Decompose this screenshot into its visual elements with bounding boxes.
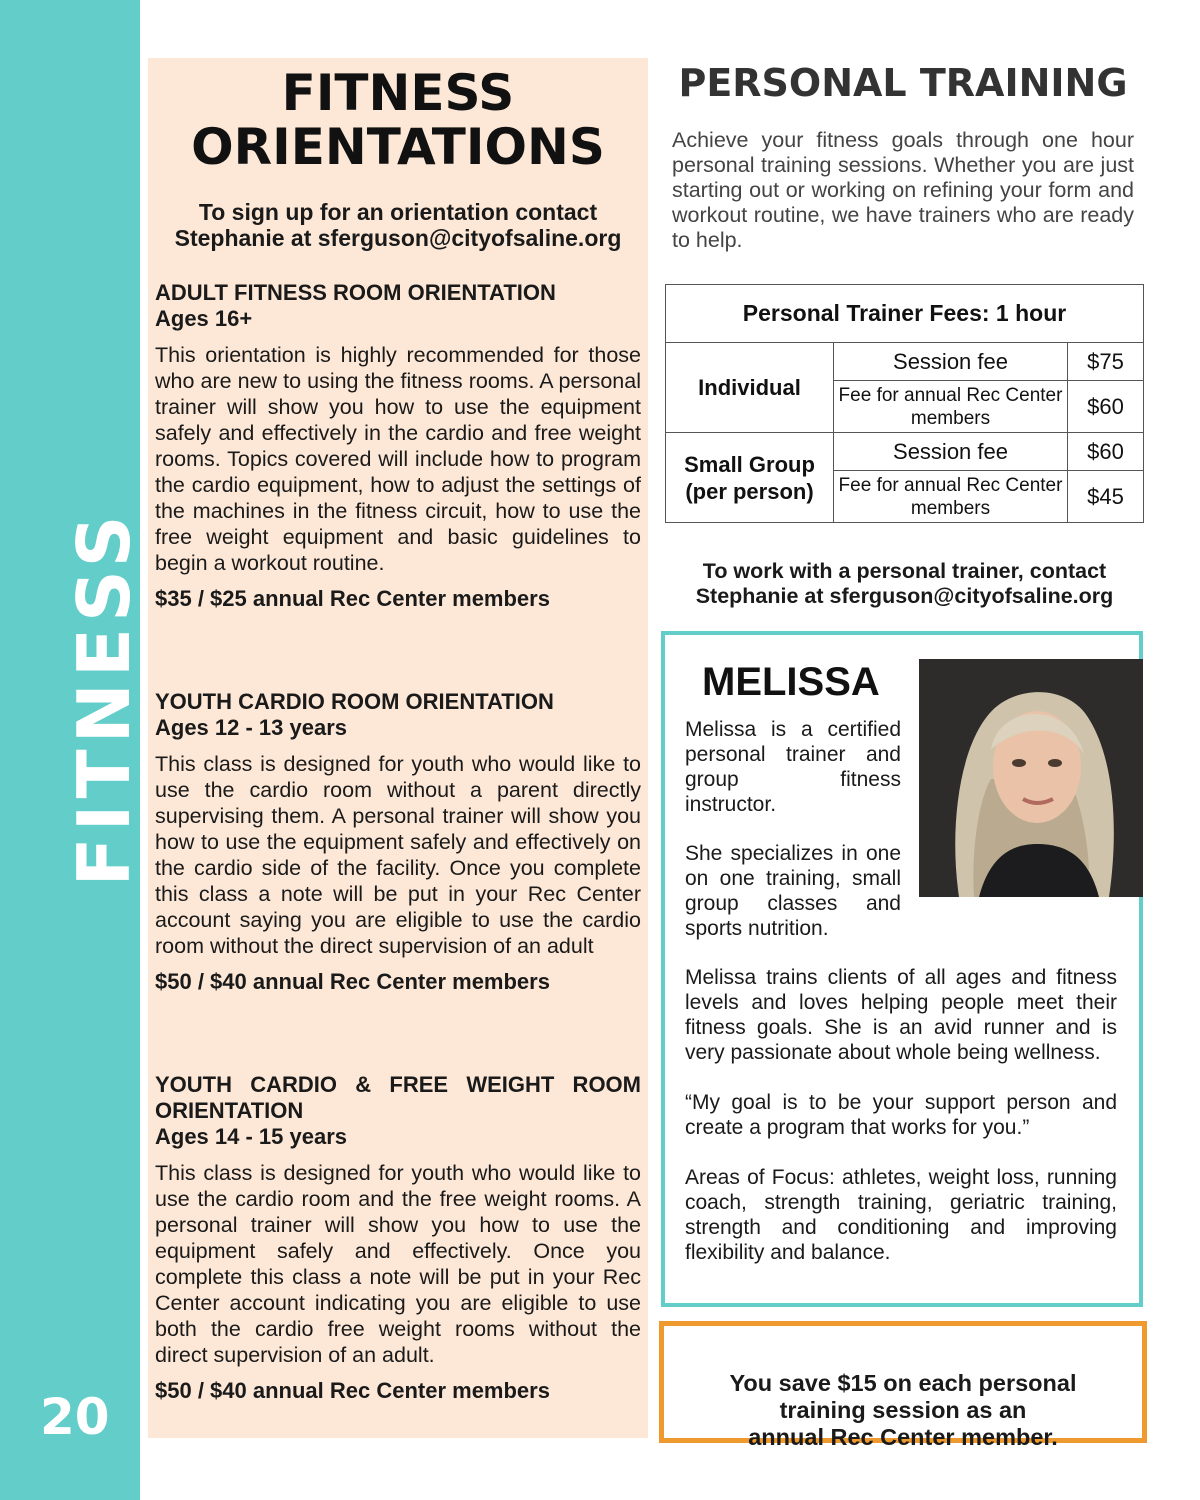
trainer-details xyxy=(685,965,1117,1290)
section-heading: YOUTH CARDIO & FREE WEIGHT ROOM ORIENTATION xyxy=(155,1072,641,1123)
trainer-fees-table xyxy=(665,284,1144,523)
trainer-description: Melissa trains clients of all ages and fitness levels and loves helping people meet their fitness goals. She is an avid runner and is very passionate about whole being wellness. xyxy=(685,966,1117,1064)
trainer-intro: Melissa is a certified personal trainer and group fitness instructor. xyxy=(685,718,901,816)
personal-training-title: PERSONAL TRAINING xyxy=(678,61,1128,105)
section-ages: Ages 16+ xyxy=(155,306,253,331)
fee-category-small-group: Small Group (per person) xyxy=(666,433,834,523)
savings-text: You save $15 on each personal training session as an annual Rec Center member. xyxy=(729,1370,1077,1450)
youth-cardio-section xyxy=(155,689,641,995)
trainer-photo xyxy=(919,659,1143,897)
orientations-title: FITNESS ORIENTATIONS xyxy=(191,64,605,176)
section-price: $50 / $40 annual Rec Center members xyxy=(155,969,550,994)
section-ages: Ages 12 - 13 years xyxy=(155,715,348,740)
section-price: $50 / $40 annual Rec Center members xyxy=(155,1378,550,1403)
fee-label: Session fee xyxy=(834,433,1068,471)
personal-training-intro: Achieve your fitness goals through one hour personal training sessions. Whether you are just starting out or working on refining your form and workout routine, we have trainers who are ready to help. xyxy=(672,128,1134,252)
orientations-panel xyxy=(148,58,648,1438)
section-heading: ADULT FITNESS ROOM ORIENTATION xyxy=(155,280,556,305)
trainer-focus-areas: Areas of Focus: athletes, weight loss, running coach, strength training, geriatric training, strength and conditioning and improving flexibility and balance. xyxy=(685,1166,1117,1264)
fee-label: Fee for annual Rec Center members xyxy=(834,381,1068,433)
trainer-specialties: She specializes in one on one training, small group classes and sports nutrition. xyxy=(685,842,901,940)
member-savings-callout xyxy=(659,1321,1147,1450)
section-ages: Ages 14 - 15 years xyxy=(155,1124,348,1149)
section-price: $35 / $25 annual Rec Center members xyxy=(155,586,550,611)
fitness-side-bar xyxy=(0,0,146,1500)
fee-amount: $75 xyxy=(1068,343,1144,381)
fee-amount: $45 xyxy=(1068,471,1144,523)
fee-amount: $60 xyxy=(1068,381,1144,433)
trainer-quote: “My goal is to be your support person and create a program that works for you.” xyxy=(685,1091,1117,1139)
adult-orientation-section xyxy=(155,280,641,612)
fee-label: Fee for annual Rec Center members xyxy=(834,471,1068,523)
trainer-name: MELISSA xyxy=(702,660,880,704)
section-description: This orientation is highly recommended for those who are new to using the fitness rooms. A personal trainer will show you how to use the equipment safely and effectively in the cardio and free weight rooms. Topics covered will include how to program the cardio equipment, how to adjust the settings of the machines in the fitness circuit, how to use the free weight equipment and basic guidelines to begin a workout routine. xyxy=(155,343,641,575)
section-description: This class is designed for youth who would like to use the cardio room and the free weight rooms. A personal trainer will show you how to use the equipment safely and effectively. Once you complete this class a note will be put in your Rec Center account indicating you are eligible to use both the cardio free weight rooms without the direct supervision of an adult. xyxy=(155,1161,641,1367)
section-title-vertical: FITNESS xyxy=(62,509,146,887)
page-number: 20 xyxy=(40,1388,110,1446)
section-description: This class is designed for youth who would like to use the cardio room without a parent directly supervising them. A personal trainer will show you how to use the equipment safely and effectively on the cardio side of the facility. Once you complete this class a note will be put in your Rec Center account saying you are eligible to use the cardio room without the direct supervision of an adult xyxy=(155,752,641,958)
youth-cardio-weight-section xyxy=(155,1072,641,1404)
trainer-portrait-image xyxy=(919,659,1143,897)
section-heading: YOUTH CARDIO ROOM ORIENTATION xyxy=(155,689,554,714)
trainer-bio-card xyxy=(661,631,1143,1307)
orientations-contact: To sign up for an orientation contact Stephanie at sferguson@cityofsaline.org xyxy=(174,199,622,251)
fee-category-individual: Individual xyxy=(666,343,834,433)
personal-training-contact: To work with a personal trainer, contact Stephanie at sferguson@cityofsaline.org xyxy=(695,559,1114,608)
fees-table-header: Personal Trainer Fees: 1 hour xyxy=(666,285,1144,343)
fee-label: Session fee xyxy=(834,343,1068,381)
fee-amount: $60 xyxy=(1068,433,1144,471)
